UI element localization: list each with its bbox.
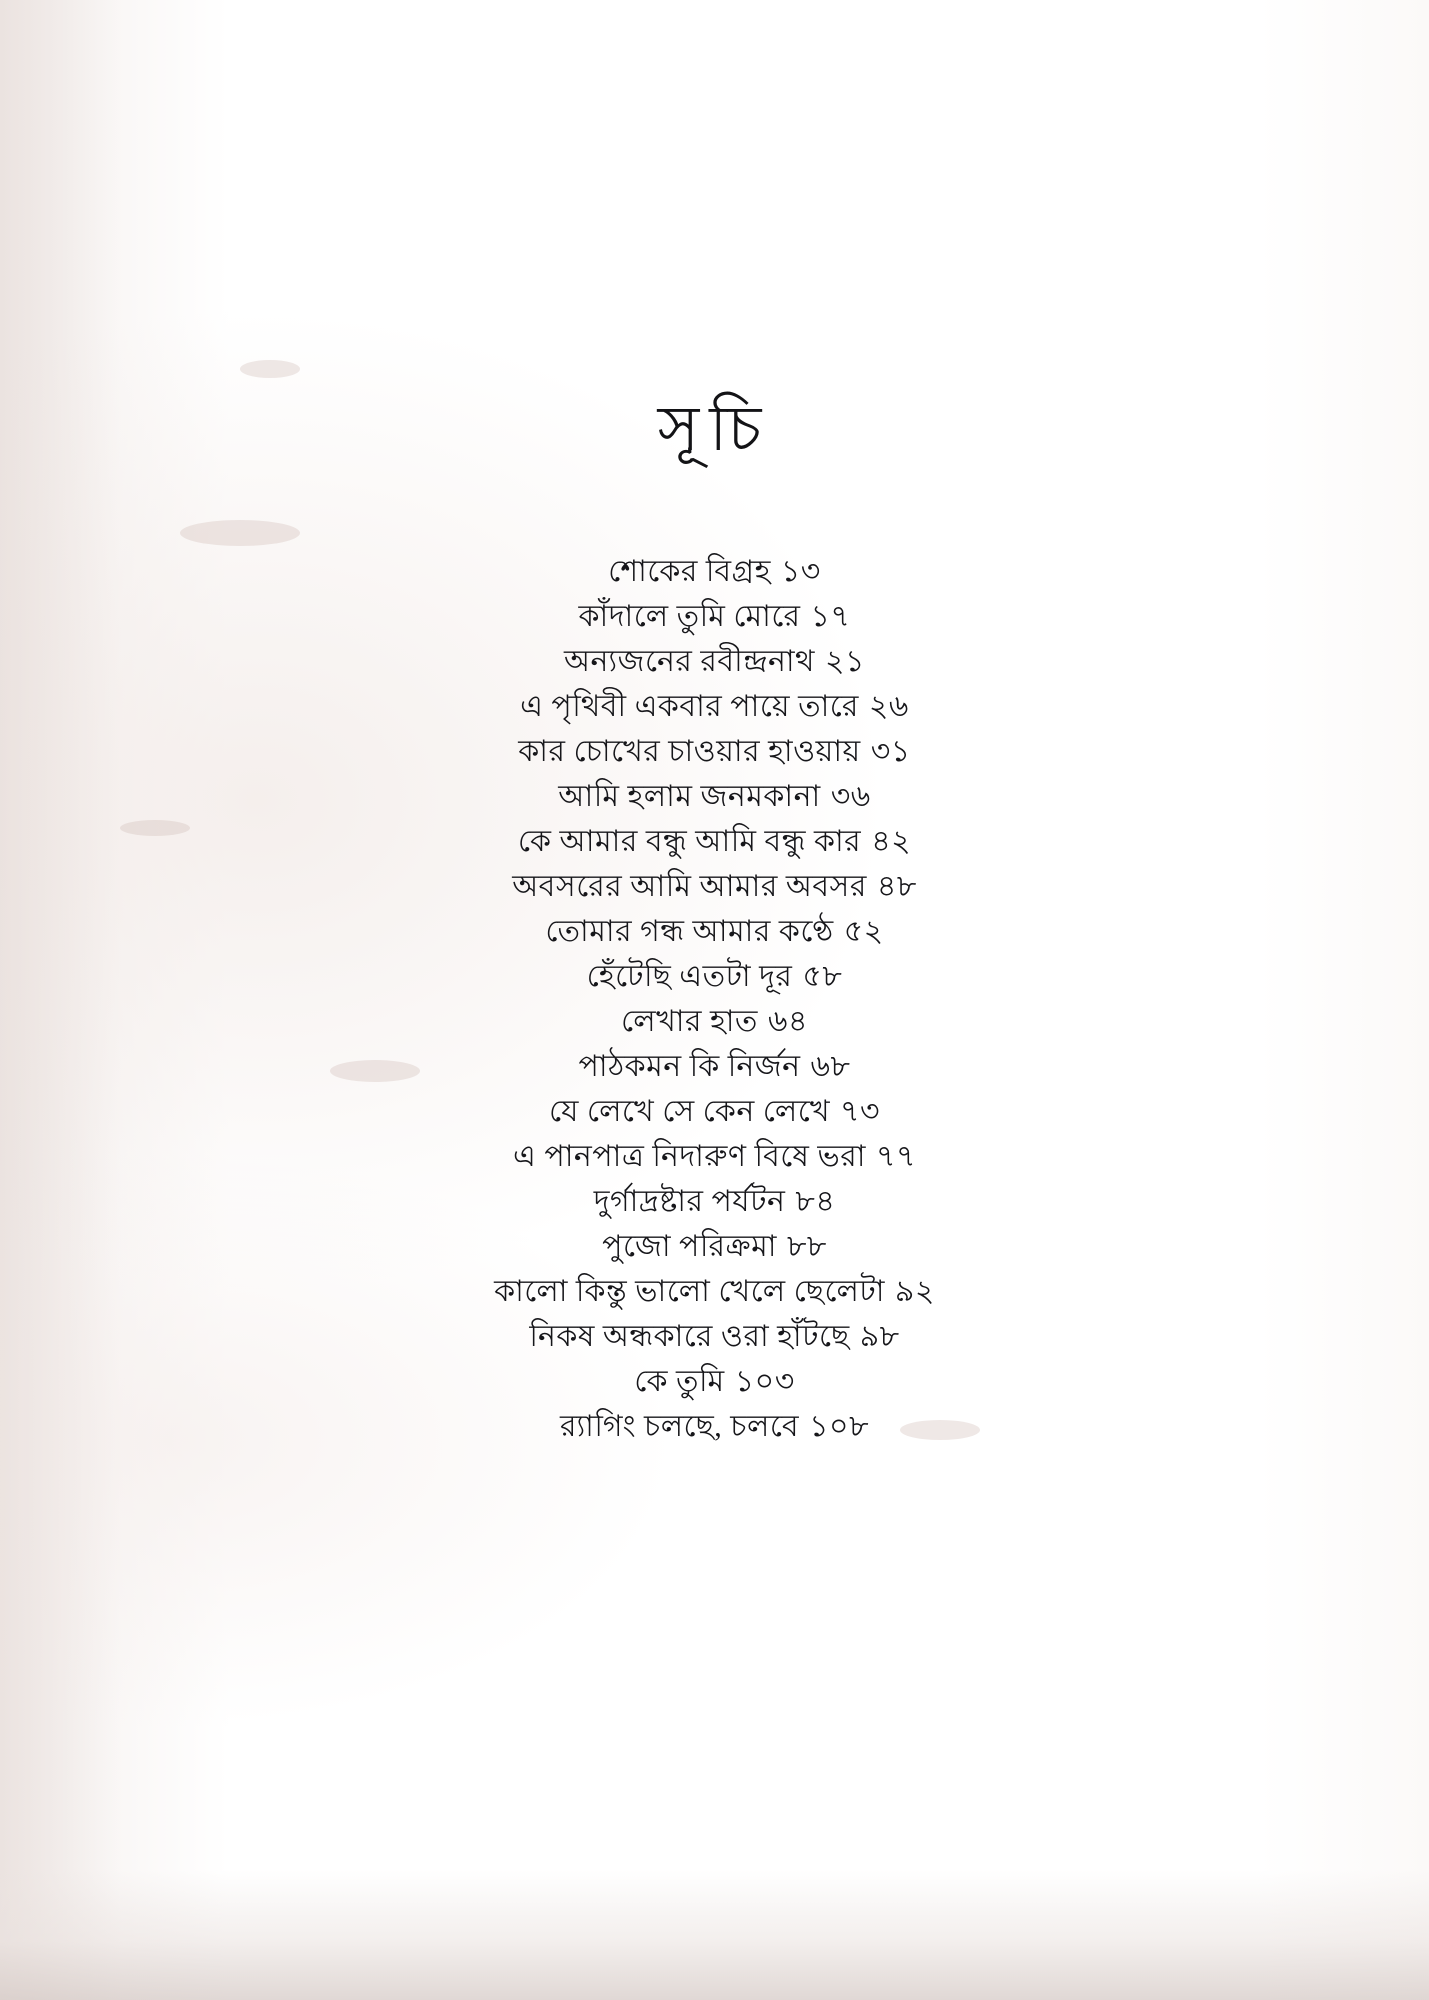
paper-speck bbox=[240, 360, 300, 378]
toc-entry-title: র‍্যাগিং চলছে, চলবে bbox=[559, 1410, 800, 1443]
toc-entry-title: কার চোখের চাওয়ার হাওয়ায় bbox=[518, 735, 861, 768]
toc-entry-title: নিকষ অন্ধকারে ওরা হাঁটছে bbox=[529, 1320, 850, 1353]
toc-entry-title: কে তুমি bbox=[634, 1365, 725, 1398]
toc-entry-page: ৭৭ bbox=[875, 1140, 916, 1173]
toc-entry-title: কে আমার বন্ধু আমি বন্ধু কার bbox=[517, 825, 862, 858]
list-item bbox=[0, 729, 1429, 774]
toc-entry-title: লেখার হাত bbox=[621, 1005, 758, 1038]
page-title: সূচি bbox=[657, 394, 772, 464]
toc-entry-title: অন্যজনের রবীন্দ্রনাথ bbox=[564, 645, 815, 678]
toc-entry-title: পাঠকমন কি নির্জন bbox=[578, 1050, 801, 1083]
toc-entry-title: হেঁটেছি এতটা দূর bbox=[586, 960, 793, 993]
list-item bbox=[0, 999, 1429, 1044]
list-item bbox=[0, 1404, 1429, 1449]
toc-entry-page: ৯২ bbox=[894, 1275, 935, 1308]
list-item bbox=[0, 1044, 1429, 1089]
toc-entry-page: ৮৪ bbox=[795, 1185, 836, 1218]
toc-entry-page: ৫৮ bbox=[802, 960, 843, 993]
toc-entry-title: অবসরের আমি আমার অবসর bbox=[512, 870, 867, 903]
list-item bbox=[0, 1089, 1429, 1134]
toc-entry-page: ৩১ bbox=[870, 735, 911, 768]
toc-entry-title: কাঁদালে তুমি মোরে bbox=[578, 600, 801, 633]
toc-entry-page: ৬৮ bbox=[810, 1050, 851, 1083]
list-item bbox=[0, 1314, 1429, 1359]
toc-entry-page: ৩৬ bbox=[830, 780, 871, 813]
toc-entry-page: ৬৪ bbox=[767, 1005, 808, 1038]
toc-entry-page: ১০৮ bbox=[809, 1410, 870, 1443]
toc-entry-page: ৪২ bbox=[871, 825, 912, 858]
list-item bbox=[0, 819, 1429, 864]
list-item bbox=[0, 774, 1429, 819]
page-bottom-shading bbox=[0, 1870, 1429, 2000]
list-item bbox=[0, 1134, 1429, 1179]
toc-entry-page: ১৩ bbox=[780, 555, 821, 588]
page-content bbox=[0, 394, 1429, 1449]
toc-entry-page: ২৬ bbox=[868, 690, 909, 723]
toc-entry-page: ৯৮ bbox=[859, 1320, 900, 1353]
list-item bbox=[0, 1269, 1429, 1314]
toc-entry-title: কালো কিন্তু ভালো খেলে ছেলেটা bbox=[494, 1275, 885, 1308]
toc-entry-title: তোমার গন্ধ আমার কণ্ঠে bbox=[545, 915, 834, 948]
toc-entry-title: শোকের বিগ্রহ bbox=[608, 555, 771, 588]
list-item bbox=[0, 954, 1429, 999]
list-item bbox=[0, 639, 1429, 684]
table-of-contents-list bbox=[0, 549, 1429, 1449]
list-item bbox=[0, 684, 1429, 729]
toc-entry-page: ৫২ bbox=[843, 915, 884, 948]
list-item bbox=[0, 594, 1429, 639]
toc-entry-title: এ পৃথিবী একবার পায়ে তারে bbox=[520, 690, 859, 723]
toc-entry-title: এ পানপাত্র নিদারুণ বিষে ভরা bbox=[513, 1140, 866, 1173]
toc-entry-page: ৪৮ bbox=[876, 870, 917, 903]
toc-entry-title: আমি হলাম জনমকানা bbox=[558, 780, 821, 813]
toc-entry-page: ২১ bbox=[825, 645, 865, 678]
toc-entry-page: ৮৮ bbox=[786, 1230, 827, 1263]
list-item bbox=[0, 864, 1429, 909]
toc-entry-title: পুজো পরিক্রমা bbox=[602, 1230, 777, 1263]
toc-entry-title: যে লেখে সে কেন লেখে bbox=[548, 1095, 831, 1128]
toc-entry-page: ১০৩ bbox=[734, 1365, 795, 1398]
toc-entry-page: ১৭ bbox=[810, 600, 851, 633]
list-item bbox=[0, 549, 1429, 594]
list-item bbox=[0, 1179, 1429, 1224]
toc-entry-page: ৭৩ bbox=[840, 1095, 881, 1128]
list-item bbox=[0, 909, 1429, 954]
toc-entry-title: দুর্গাদ্রষ্টার পর্যটন bbox=[593, 1185, 786, 1218]
list-item bbox=[0, 1224, 1429, 1269]
list-item bbox=[0, 1359, 1429, 1404]
